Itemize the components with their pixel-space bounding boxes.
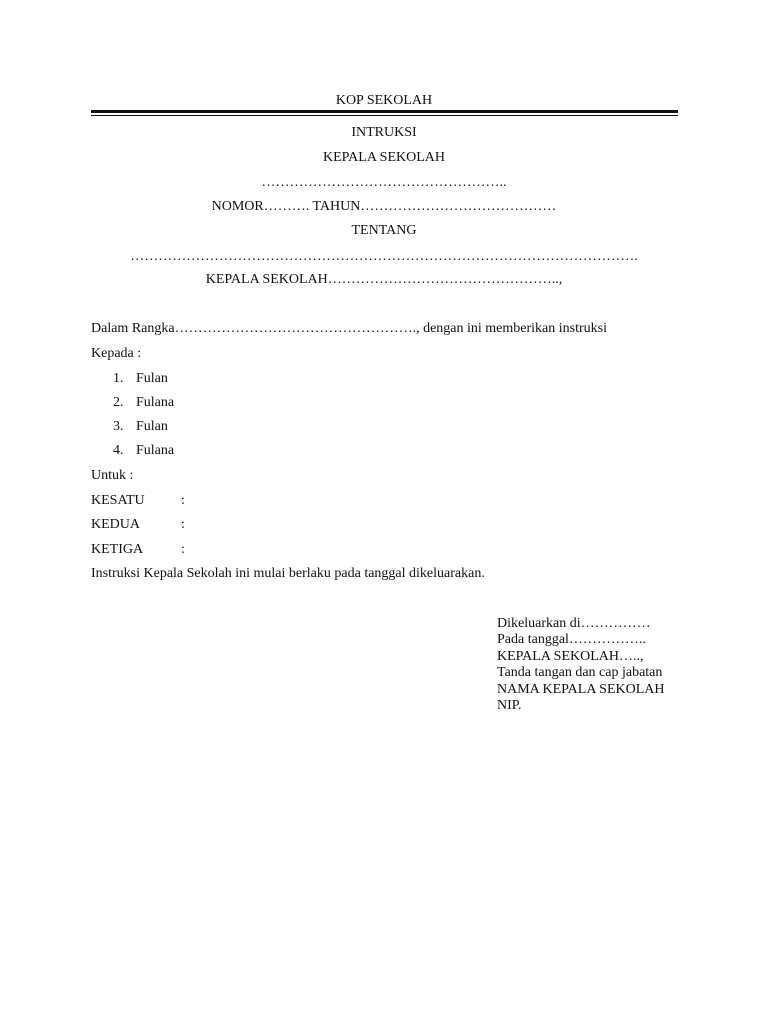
list-item-name: Fulana	[136, 395, 175, 410]
signature-note: Tanda tangan dan cap jabatan	[497, 665, 663, 681]
purpose-label: Untuk :	[91, 468, 134, 483]
closing-paragraph: Instruksi Kepala Sekolah ini mulai berlaku pada tanggal dikeluarakan.	[91, 566, 485, 581]
document-issuer: KEPALA SEKOLAH	[323, 150, 445, 165]
number-year-line: NOMOR………. TAHUN……………………………………	[211, 199, 557, 214]
list-item-number: 2.	[113, 395, 124, 410]
signature-block	[497, 616, 665, 714]
letterhead-rule-thick	[91, 110, 678, 113]
list-item-name: Fulan	[136, 371, 168, 386]
signatory-nip: NIP.	[497, 697, 522, 713]
directive-separator: :	[181, 542, 185, 557]
directive-label: KETIGA	[91, 542, 144, 557]
about-blank-line: ……………………………………………………………………………………………….	[130, 249, 638, 264]
directive-label: KESATU	[91, 493, 145, 508]
about-label: TENTANG	[351, 223, 417, 238]
signatory-title: KEPALA SEKOLAH…..,	[497, 648, 644, 664]
document-blank-line: ……………………………………………..	[261, 175, 507, 190]
issued-at-line: Dikeluarkan di……………	[497, 616, 651, 631]
intro-paragraph: Dalam Rangka……………………………………………., dengan ini memberikan instruksi	[91, 321, 607, 336]
list-item-number: 3.	[113, 419, 124, 434]
recipients-label: Kepada :	[91, 346, 142, 361]
directive-separator: :	[181, 493, 185, 508]
principal-line: KEPALA SEKOLAH…………………………………………..,	[205, 272, 563, 287]
list-item-name: Fulan	[136, 419, 168, 434]
issue-date-line: Pada tanggal……………..	[497, 632, 646, 648]
signatory-name: NAMA KEPALA SEKOLAH	[497, 681, 665, 697]
directive-separator: :	[181, 517, 185, 532]
list-item-number: 4.	[113, 443, 124, 458]
letterhead-title: KOP SEKOLAH	[335, 93, 433, 108]
letterhead-rule-thin	[91, 115, 678, 116]
list-item-number: 1.	[113, 371, 124, 386]
directive-label: KEDUA	[91, 517, 140, 532]
document-title: INTRUKSI	[351, 125, 417, 140]
list-item-name: Fulana	[136, 443, 175, 458]
